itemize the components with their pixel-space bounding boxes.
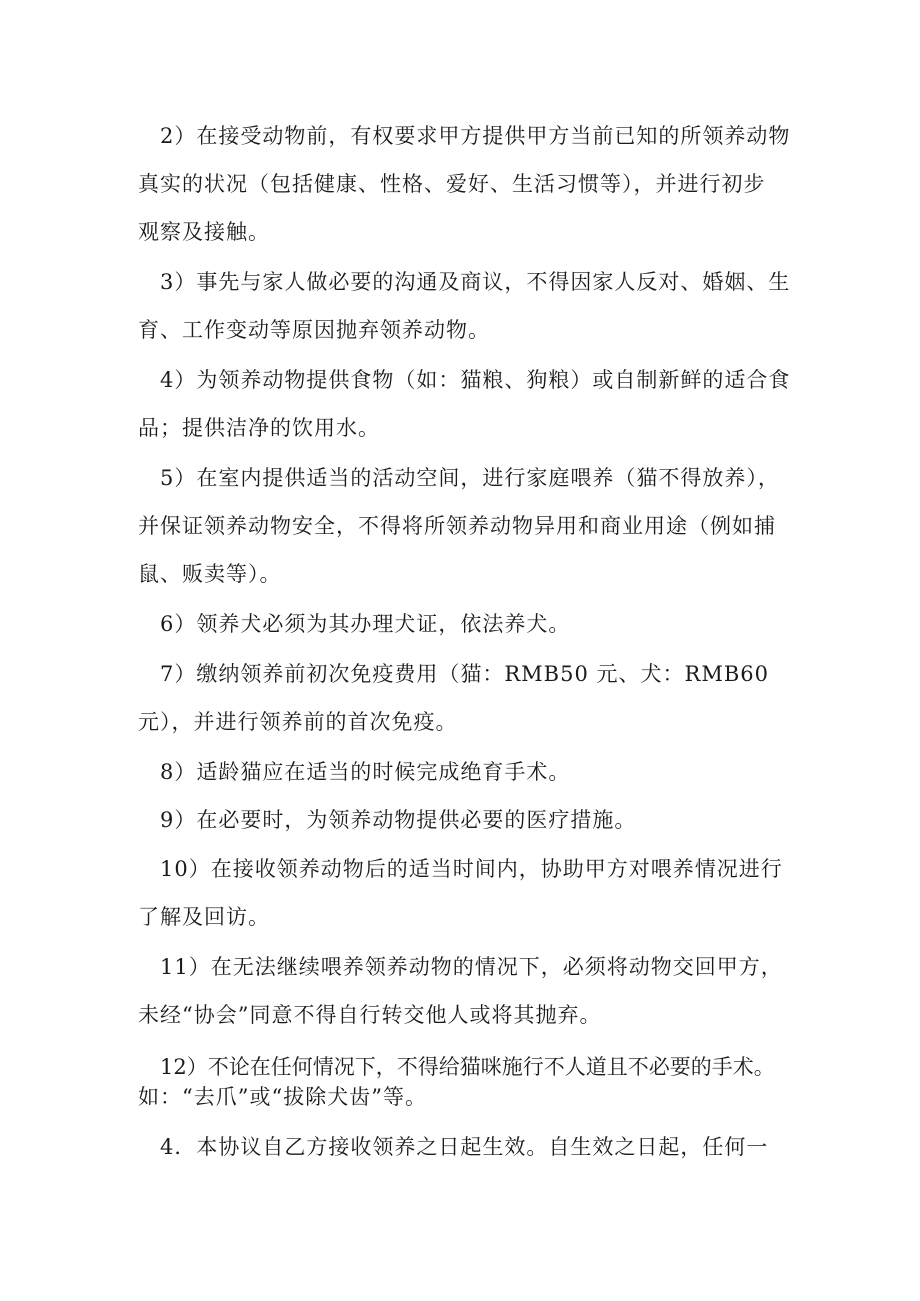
- article-4-line-1: 4．本协议自乙方接收领养之日起生效。自生效之日起，任何一: [160, 1135, 769, 1159]
- clause-7-line-2: 元），并进行领养前的首次免疫。: [138, 710, 458, 734]
- clause-2-line-3: 观察及接触。: [138, 220, 270, 244]
- clause-12-line-2: 如：“去爪”或“拔除犬齿”等。: [138, 1085, 427, 1109]
- clause-5-line-1: 5）在室内提供适当的活动空间，进行家庭喂养（猫不得放养），: [160, 466, 780, 490]
- clause-3-line-1: 3）事先与家人做必要的沟通及商议，不得因家人反对、婚姻、生: [160, 270, 791, 294]
- clause-6-line-1: 6）领养犬必须为其办理犬证，依法养犬。: [160, 612, 571, 636]
- clause-7-line-1: 7）缴纳领养前初次免疫费用（猫：RMB50 元、犬：RMB60: [160, 662, 769, 686]
- clause-2-line-2: 真实的状况（包括健康、性格、爱好、生活习惯等），并进行初步: [138, 172, 766, 196]
- clause-11-line-1: 11）在无法继续喂养领养动物的情况下，必须将动物交回甲方，: [160, 955, 783, 979]
- clause-8-line-1: 8）适龄猫应在适当的时候完成绝育手术。: [160, 760, 571, 784]
- clause-10-line-1: 10）在接收领养动物后的适当时间内，协助甲方对喂养情况进行: [160, 857, 783, 881]
- clause-12-line-1: 12）不论在任何情况下，不得给猫咪施行不人道且不必要的手术。: [160, 1055, 775, 1079]
- clause-2-line-1: 2）在接受动物前，有权要求甲方提供甲方当前已知的所领养动物: [160, 124, 791, 148]
- clause-11-line-2: 未经“协会”同意不得自行转交他人或将其抛弃。: [138, 1003, 602, 1027]
- clause-5-line-2: 并保证领养动物安全，不得将所领养动物异用和商业用途（例如捕: [138, 514, 776, 538]
- clause-10-line-2: 了解及回访。: [138, 905, 270, 929]
- clause-3-line-2: 育、工作变动等原因抛弃领养动物。: [138, 318, 490, 342]
- clause-4-line-1: 4）为领养动物提供食物（如：猫粮、狗粮）或自制新鲜的适合食: [160, 368, 791, 392]
- clause-5-line-3: 鼠、贩卖等）。: [138, 562, 282, 586]
- clause-9-line-1: 9）在必要时，为领养动物提供必要的医疗措施。: [160, 808, 637, 832]
- clause-4-line-2: 品；提供洁净的饮用水。: [138, 416, 380, 440]
